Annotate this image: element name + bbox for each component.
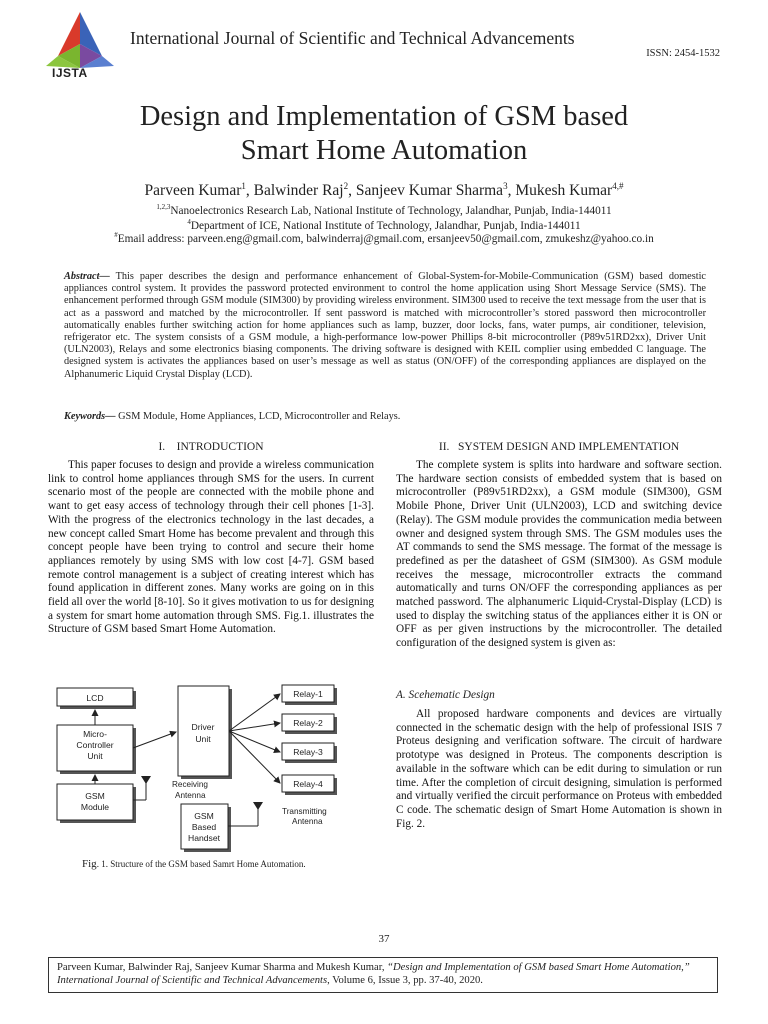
journal-name: International Journal of Scientific and Technical Advancements: [130, 28, 575, 48]
author-sup: 2: [343, 181, 349, 191]
system-design-body: [396, 459, 722, 651]
affiliation: [40, 218, 728, 232]
keywords-label: Keywords—: [64, 411, 116, 422]
keywords: [64, 411, 706, 422]
keywords-text: GSM Module, Home Appliances, LCD, Microcontroller and Relays.: [118, 411, 401, 422]
affiliation-text: Department of ICE, National Institute of Technology, Jalandhar, Punjab, India-144011: [190, 219, 581, 232]
issn: ISSN: 2454-1532: [646, 48, 720, 59]
section-number: I.: [158, 441, 166, 453]
introduction-body: [48, 459, 374, 637]
schematic-design-body: [396, 708, 722, 831]
citation-journal: International Journal of Scientific and Technical Advancements: [57, 974, 328, 986]
handset-label: Based: [191, 822, 217, 832]
figure-1-caption: [82, 858, 306, 870]
author-name: Parveen Kumar: [144, 182, 242, 200]
section-heading-introduction: [48, 441, 374, 453]
lcd-label: LCD: [86, 693, 104, 703]
gsm-module-label: Module: [80, 802, 110, 812]
affiliation-sup: #: [114, 231, 118, 239]
relay-label: Relay-4: [293, 779, 323, 789]
title-line-1: Design and Implementation of GSM based: [139, 101, 629, 132]
section-title: INTRODUCTION: [176, 441, 264, 453]
author-sup: 1: [241, 181, 246, 191]
affiliation-text: Nanoelectronics Research Lab, National Institute of Technology, Jalandhar, Punjab, India-144011: [170, 204, 612, 217]
caption-prefix: Fig: [82, 858, 97, 870]
mcu-label: Unit: [87, 751, 103, 761]
handset-label: Handset: [187, 833, 221, 843]
author-name: Mukesh Kumar: [515, 182, 613, 200]
paragraph: The complete system is splits into hardware and software section. The hardware section consists of embedded system that is based on microcontroller (P89v51RD2xx), a GSM module (SIM300), GSM Mobile Phone, Driver Unit (ULN2003), LCD and switching device (Relay). The GSM module provides the communication media between owner and designed system through SMS. The GSM modules uses the AT commands to send the SMS message. The format of the message is predefined as per the datasheet of GSM (SIM300). As GSM module receives the message, microcontroller extracts the command automatically and turns ON/OFF the corresponding appliances as per matched password. The alphanumeric Liquid-Crystal-Display (LCD) is used to display the switching status of the appliances either it is ON or OFF as per given instructions by the microcontroller. The detailed configuration of the designed system is given as:: [396, 459, 722, 650]
author-name: Balwinder Raj: [253, 182, 344, 200]
mcu-label: Micro-: [83, 729, 107, 739]
section-number: II.: [438, 441, 450, 453]
mcu-label: Controller: [76, 740, 114, 750]
driver-label: Unit: [195, 734, 211, 744]
page-number: 37: [378, 933, 390, 945]
handset-label: GSM: [194, 811, 214, 821]
subsection-heading: A. Scehematic Design: [396, 689, 495, 701]
author-list: Parveen Kumar$^1$, Balwinder Raj$^2$, Sanjeev Kumar Sharma$^3$, Mukesh Kumar$^{4,\#}$: [144, 181, 624, 200]
citation-authors: Parveen Kumar, Balwinder Raj, Sanjeev Kumar Sharma and Mukesh Kumar,: [57, 962, 388, 973]
logo-text: IJSTA: [52, 66, 88, 80]
citation-details: , Volume 6, Issue 3, pp. 37-40, 2020.: [327, 974, 483, 986]
abstract-text: This paper describes the design and performance enhancement of Global-System-for-Mobile-Communication (GSM) based domestic appliances control system. It provides the password protected environment to control the home application using Short Message Service (SMS). The enhancement performed through GSM module (SIM300) by providing wireless environment. SIM300 used to receive the text message from the user that is act as a password and matched by the microcontroller. If sent password is matched with microcontroller’s stored password then microcontroller automatically enables further switching action for home appliances such as lamp, buzzer, door locks, fans, water pumps, air conditioner, television, refrigerator etc. The system consists of a GSM module, a high-performance low-power Phillips 8-bit microcontroller (P89v51RD2xx), Driver Unit (ULN2003), Relays and some electronics biasing components. The driving software is designed with KEIL complier using embedded C language. The designed system is activates the appliances based on user’s message as well as status (ON/OFF) of the corresponding appliances are displayed on the Alphanumeric Liquid Crystal Display (LCD).: [64, 271, 707, 380]
caption-text: . 1. Structure of the GSM based Samrt Home Automation.: [96, 859, 306, 869]
author-sup: 4,#: [612, 181, 624, 191]
section-title: SYSTEM DESIGN AND IMPLEMENTATION: [458, 441, 680, 453]
relay-label: Relay-2: [293, 718, 323, 728]
affiliation-text: Email address: parveen.eng@gmail.com, balwinderraj@gmail.com, ersanjeev50@gmail.com, zmukeshz@yahoo.co.in: [117, 232, 654, 245]
abstract-label: Abstract—: [64, 271, 110, 282]
section-heading-system-design: [396, 441, 722, 453]
transmitting-antenna-label: Antenna: [292, 817, 323, 826]
affiliation-sup: 4: [187, 218, 191, 226]
driver-label: Driver: [191, 722, 215, 732]
relay-label: Relay-3: [293, 747, 323, 757]
author-sup: 3: [503, 181, 508, 191]
relay-label: Relay-1: [293, 689, 323, 699]
citation-title: “Design and Implementation of GSM based Smart Home Automation,”: [387, 962, 690, 973]
paragraph: This paper focuses to design and provide a wireless communication link to control home appliances through SMS for the users. In current scenario most of the people are connected with the mobile phone and want to get easy access of technology through their cell phones [1-3]. With the progress of the electronics technology in the last decades, a new concept called Smart Home has become prevalent and through this concept people have been trying to control and secure their home appliances remotely by using SMS with low cost [4-7]. GSM based remote control management is a subject of creating interest which has found application in different zones. Many works are going on in this field all over the world [8-10]. So it gives motivation to us for designing a system for smart home automation through SMS. Fig.1. illustrates the Structure of GSM based Smart Home Automation.: [48, 459, 374, 636]
gsm-module-label: GSM: [85, 791, 105, 801]
paragraph: All proposed hardware components and devices are virtually connected in the schematic design with the help of professional ISIS 7 Proteus designing and verification software. The circuit of hardware prototype was designed in Proteus. The components description is available in the software which can be edit during to simulation or run time. After the completion of circuit designing, simulation is performed and virtually verified the circuit performance on Proteus with embedded C code. The schematic design of Smart Home Automation is shown in Fig. 2.: [396, 708, 722, 830]
transmitting-antenna-label: Transmitting: [282, 807, 327, 816]
paper-title: [60, 100, 708, 168]
author-name: Sanjeev Kumar Sharma: [355, 182, 504, 200]
abstract: [64, 271, 706, 381]
receiving-antenna-label: Receiving: [172, 780, 208, 789]
figure-1-block-diagram: [48, 684, 358, 856]
receiving-antenna-label: Antenna: [175, 791, 206, 800]
citation-box: [48, 957, 718, 993]
affiliation-sup: 1,2,3: [156, 203, 171, 211]
affiliation: [40, 231, 728, 245]
affiliation: [40, 203, 728, 217]
title-line-2: Smart Home Automation: [240, 135, 528, 166]
